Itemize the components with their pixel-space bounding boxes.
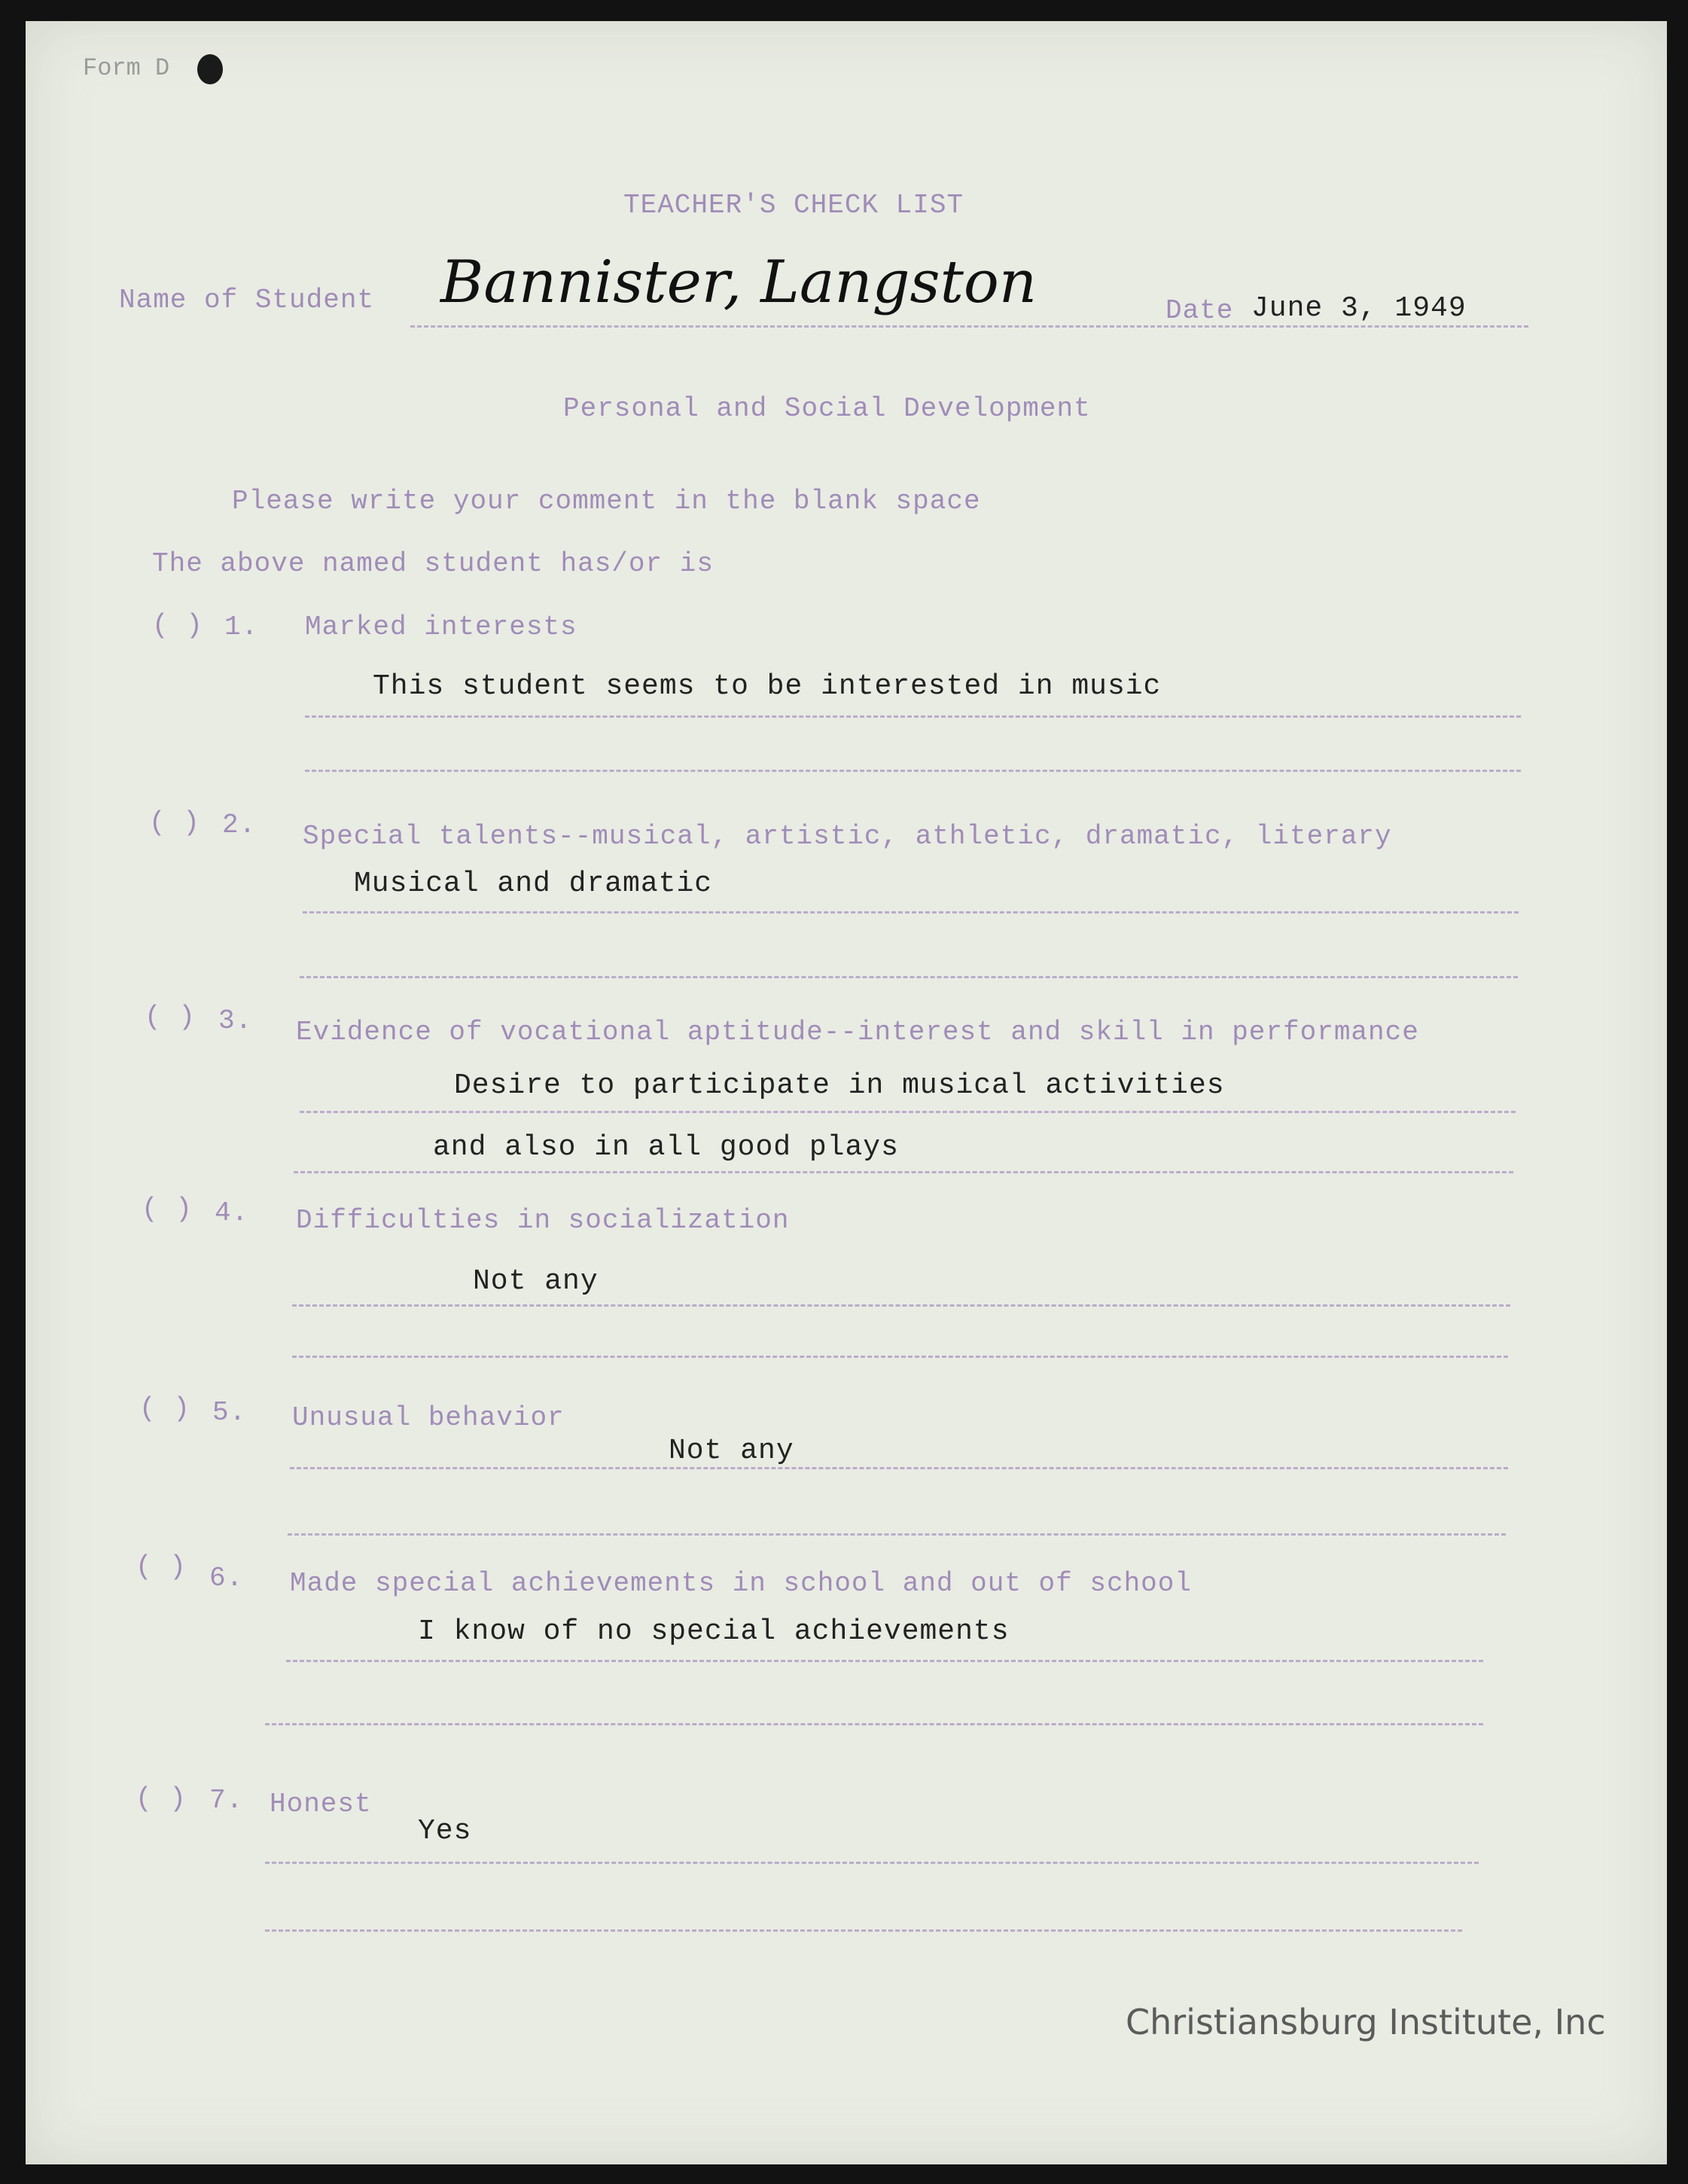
- answer-line: [265, 1862, 1479, 1864]
- item-2-prompt: Special talents--musical, artistic, athletic, dramatic, literary: [303, 821, 1392, 852]
- section-title: Personal and Social Development: [563, 393, 1091, 424]
- lead-in-text: The above named student has/or is: [152, 548, 714, 579]
- item-1-check: ( ): [152, 610, 203, 641]
- answer-line: [288, 1533, 1506, 1536]
- instruction-text: Please write your comment in the blank space: [232, 486, 981, 517]
- item-7-check: ( ): [136, 1783, 187, 1814]
- item-2-check: ( ): [149, 807, 200, 838]
- item-3-answer-1: Desire to participate in musical activities: [454, 1069, 1225, 1102]
- date-value: June 3, 1949: [1251, 292, 1467, 325]
- item-1-prompt: Marked interests: [305, 612, 577, 642]
- item-3-answer-2: and also in all good plays: [433, 1131, 899, 1164]
- item-5-prompt: Unusual behavior: [292, 1402, 565, 1433]
- item-2-number: 2.: [222, 810, 257, 840]
- item-2-answer-1: Musical and dramatic: [354, 868, 713, 900]
- answer-line: [300, 1111, 1516, 1113]
- answer-line: [294, 1171, 1513, 1173]
- item-6-number: 6.: [209, 1563, 244, 1594]
- item-6-check: ( ): [136, 1551, 187, 1582]
- answer-line: [292, 1304, 1510, 1307]
- item-7-prompt: Honest: [270, 1789, 372, 1819]
- archive-credit: Christiansburg Institute, Inc: [1126, 2002, 1606, 2042]
- answer-line: [265, 1929, 1462, 1932]
- answer-line: [300, 976, 1518, 978]
- answer-line: [305, 715, 1521, 718]
- answer-line: [286, 1660, 1483, 1662]
- answer-line: [265, 1723, 1483, 1725]
- item-4-prompt: Difficulties in socialization: [296, 1205, 790, 1236]
- item-3-number: 3.: [218, 1005, 253, 1036]
- ink-blot: [197, 54, 223, 84]
- item-5-number: 5.: [212, 1397, 247, 1428]
- answer-line: [292, 1356, 1508, 1358]
- page-title: TEACHER'S CHECK LIST: [623, 190, 964, 221]
- item-3-prompt: Evidence of vocational aptitude--interest and skill in performance: [296, 1017, 1419, 1048]
- item-5-answer-1: Not any: [669, 1435, 794, 1467]
- item-6-prompt: Made special achievements in school and out of school: [290, 1568, 1192, 1599]
- answer-line: [290, 1467, 1508, 1469]
- item-7-number: 7.: [209, 1785, 244, 1816]
- item-4-answer-1: Not any: [473, 1265, 599, 1298]
- item-1-number: 1.: [224, 612, 259, 642]
- form-code: Form D: [83, 54, 170, 82]
- answer-line: [305, 770, 1521, 772]
- name-line: [410, 325, 1528, 328]
- item-1-answer-1: This student seems to be interested in music: [373, 670, 1162, 703]
- item-3-check: ( ): [145, 1002, 196, 1033]
- item-4-check: ( ): [142, 1194, 193, 1225]
- item-6-answer-1: I know of no special achievements: [418, 1615, 1010, 1648]
- student-name-handwritten: Bannister, Langston: [440, 249, 1037, 316]
- student-name-label: Name of Student: [119, 285, 375, 316]
- item-5-check: ( ): [139, 1393, 190, 1424]
- item-7-answer-1: Yes: [418, 1815, 472, 1847]
- answer-line: [303, 911, 1519, 914]
- date-label: Date: [1165, 295, 1234, 326]
- item-4-number: 4.: [215, 1197, 249, 1228]
